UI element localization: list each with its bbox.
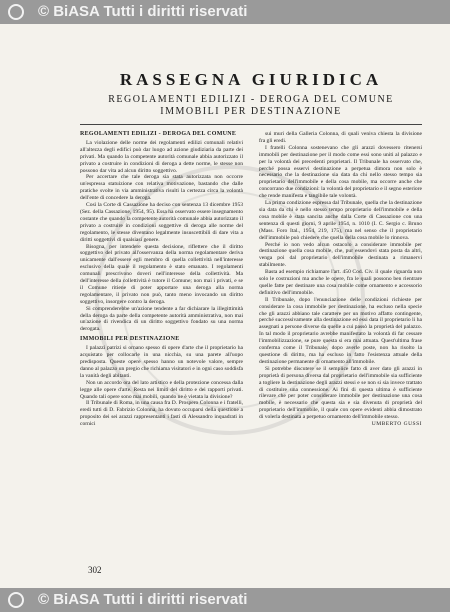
subtitle-line-2: IMMOBILI PER DESTINAZIONE — [160, 106, 342, 117]
paragraph: Basta ad esempio richiamare l'art. 450 Cod. Civ. il quale riguarda non solo le costruzioni ma anche le opere, fra le quali possono ben rientrare quelle fatte per destinare una cosa mobile come ornamento e accessorio definitivo dell'immobile. — [259, 269, 422, 296]
paragraph: Si comprenderebbe un'azione tendente a far dichiarare la illegittimità della deroga da parte della competente autorità amministrativa, non mai un'azione di rivendica di un diritto soggettivo fondato su una norma derogata. — [80, 305, 243, 333]
paragraph: Il Tribunale di Roma, in una causa fra D. Prospero Colonna e i fratelli, eredi tutti di D. Fabrizio Colonna, ha dovuto occuparsi della questione a proposito dei sei arazzi rappresentanti i fasti di Alessandro inquadrati in cornici — [80, 400, 243, 428]
watermark-text-top: © BiASA Tutti i diritti riservati — [38, 3, 248, 20]
copyright-logo-icon — [8, 592, 24, 608]
paragraph: Non un accordo ora del lato artistico e della protezione concessa dalla legge alle opere d'arte. Resta nei limiti del diritto e dei rapporti privati. Quando tali opere sono mai mobili, quando ne è vietata la divisione? — [80, 379, 243, 400]
paragraph: I palazzi patrizi si ornano spesso di opere d'arte che il proprietario ha acquistato per collocarle in una nicchia, su una parete all'uopo predisposta. Queste opere spesso hanno un notevole valore, sempre danno al palazzo un pregio che richiama visitatori e in ogni caso soddisfa la vanità degli abitanti. — [80, 345, 243, 379]
paragraph: sui muri della Galleria Colonna, di quali veniva chiesta la divisione fra gli eredi. — [259, 131, 422, 144]
right-column — [259, 131, 422, 428]
paragraph: La prima condizione espressa dal Tribunale, quella che la destinazione sia data da chi è nello stesso tempo proprietario dell'immobile e della cosa mobile è stata sancita anche dalla Corte di Cassazione con una sentenza di questi giorni, 9 aprile 1954, n. 1010 (I. C. Sergio c. Bruno (Mass. Foro Ital., 1954, 219, 175), ma nel senso che il proprietario dell'immobile può chiedere che quella della cosa mobile lo rinnova. — [259, 200, 422, 241]
subtitle-line-1: REGOLAMENTI EDILIZI - DEROGA DEL COMUNE — [108, 94, 394, 105]
section-heading-regolamenti: REGOLAMENTI EDILIZI - DEROGA DEL COMUNE — [80, 131, 237, 137]
header-divider — [80, 124, 422, 125]
page-title: RASSEGNA GIURIDICA — [119, 70, 383, 89]
paragraph: La violazione delle norme dei regolamenti edilizi comunali relativi all'altezza degli edifici può dar luogo ad azione giudiziaria da parte dei privati. Ma quando la competente autorità comunale abbia autorizzato il privato a costruire in condizioni di deroga a dette norme, le stesse non possono dar vita ad alcun diritto soggettivo. — [80, 139, 243, 174]
paragraph: Bisogna, per intendere questa decisione, riflettere che il diritto soggettivo del privato all'osservanza della norma regolamentare deriva unicamente dall'essere egli membro di quella collettività nell'interesse esclusivo della quale il regolamento è stato emanato. I regolamenti comunali prescrivono doveri nell'interesse della collettività. Ma dell'interesse della collettività è tutore il Comune; non mai i privati, e se il Comune ritiene di poter apportare una deroga alla norma regolamentare, il privato non può, tanto meno invocando un diritto soggettivo, insorgere contro la deroga. — [80, 243, 243, 305]
watermark-banner-top — [0, 0, 450, 24]
article-page — [80, 70, 422, 428]
page-number: 302 — [88, 565, 102, 575]
watermark-text-bottom: © BiASA Tutti i diritti riservati — [38, 591, 248, 608]
copyright-logo-icon — [8, 4, 24, 20]
author-signature: UMBERTO GUSSI — [371, 421, 422, 428]
article-columns — [80, 131, 422, 428]
paragraph: Così la Corte di Cassazione ha deciso con sentenza 13 dicembre 1953 (Sez. della Cassazione, 1954, 95). Essa ha osservato essere insegnamento costante che quando la competente autorità comunale abbia autorizzato il privato a costruire in condizioni soggettive di deroga alle norme del regolamento, le stesse diventano legalmente insuscettibili di dare vita a diritti soggettivi di qualsiasi genere. — [80, 202, 243, 243]
paragraph: Il Tribunale, dopo l'enunciazione delle condizioni richieste per considerare la cosa immobile per destinazione, ha escluso nella specie che gli arazzi abbiano tale carattere per un motivo affatto contingente, perché successivamente alla destinazione ed essi data il proprietario li ha assegnati a persone diverse da quelle a cui passò la proprietà del palazzo. In tal modo il proprietario avrebbe manifestato la volontà di far cessare l'immobilizzazione, se pure questa si era mai attuata. Quest'ultima frase conferma come il Tribunale, dopo averle poste, non ha risolto la questione di diritto, ma ha escluso in fatto l'esistenza attuale della destinazione permanente di ornamento all'immobile. — [259, 296, 422, 365]
paragraph: I fratelli Colonna sostenevano che gli arazzi dovessero ritenersi immobili per destinazione per il modo come essi sono uniti al palazzo e per la volontà dei precedenti proprietari. Il Tribunale ha osservato che, perché possa esservi destinazione a perpetua dimora non solo è necessario che la destinazione sia data da chi nello stesso tempo sia proprietario dell'immobile e della cosa mobile, ma occorre anche che concorrano due condizioni: la volontà del proprietario e il segno esteriore che rende manifesta e tangibile tale volontà. — [259, 144, 422, 200]
paragraph: Si potrebbe discutere se il semplice fatto di aver dato gli arazzi in proprietà di persona diversa dal proprietario dell'immobile sia sufficiente a togliere la destinazione degli arazzi stessi e se non si sia invece trattato di costituire una connessione. Ai fini di questa ultima è sufficiente rilevare che per poter considerare immobile per destinazione una cosa mobile, è necessario che questa sia e sia divenuta di proprietà del proprietario dell'immobile, il quale con opere evidenti abbia dimostrato di volerla destinata a perpetuo ornamento dell'immobile stesso. — [259, 365, 422, 421]
watermark-banner-bottom — [0, 588, 450, 612]
page-subtitle — [80, 94, 422, 118]
left-column — [80, 131, 243, 428]
paragraph: Per accertare che tale deroga sia stata autorizzata non occorre un'espressa statuizione con relativa motivazione, bastando che dalle pratiche svolte in via amministrativa risulti la certezza circa la volontà dell'ente di concedere la deroga. — [80, 174, 243, 202]
paragraph: Perché io non vedo alcun ostacolo a considerare immobile per destinazione quella cosa mobile, che, pur essendovi stata posta da altri, venga poi dal proprietario dell'immobile destinata a rimanervi stabilmente. — [259, 241, 422, 269]
section-heading-immobili: IMMOBILI PER DESTINAZIONE — [80, 336, 180, 343]
